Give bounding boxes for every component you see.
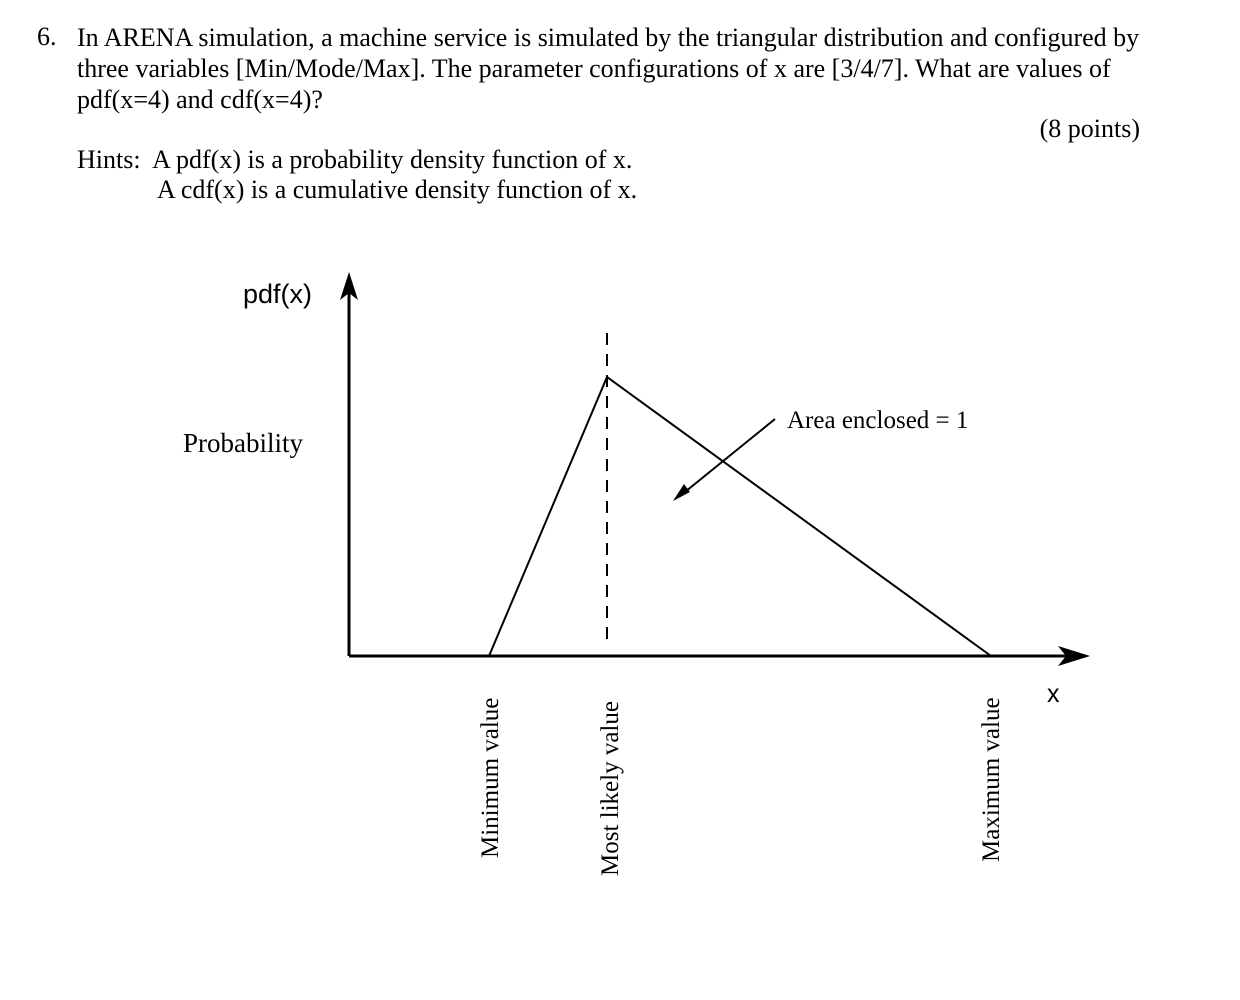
- question-number: 6.: [37, 22, 57, 51]
- probability-label: Probability: [183, 428, 303, 458]
- question-line-1: In ARENA simulation, a machine service is simulated by the triangular distribution and configured by: [77, 23, 1140, 52]
- question-line-3: pdf(x=4) and cdf(x=4)?: [77, 85, 323, 114]
- tick-label-mode: Most likely value: [597, 701, 624, 876]
- tick-label-minimum: Minimum value: [477, 697, 504, 858]
- tick-label-maximum: Maximum value: [978, 697, 1005, 862]
- y-axis-label: pdf(x): [243, 279, 313, 309]
- annotation-arrow-line: [680, 419, 775, 496]
- annotation-arrow-head: [673, 484, 690, 501]
- x-axis-label: x: [1047, 680, 1060, 708]
- area-annotation: Area enclosed = 1: [787, 407, 969, 434]
- points-label: (8 points): [1039, 114, 1140, 143]
- question-line-2: three variables [Min/Mode/Max]. The parameter configurations of x are [3/4/7]. What are values of: [77, 54, 1111, 83]
- hint-pdf: A pdf(x) is a probability density function of x.: [152, 145, 633, 174]
- hint-cdf: A cdf(x) is a cumulative density function of x.: [157, 175, 638, 204]
- hints-label: Hints:: [77, 145, 141, 174]
